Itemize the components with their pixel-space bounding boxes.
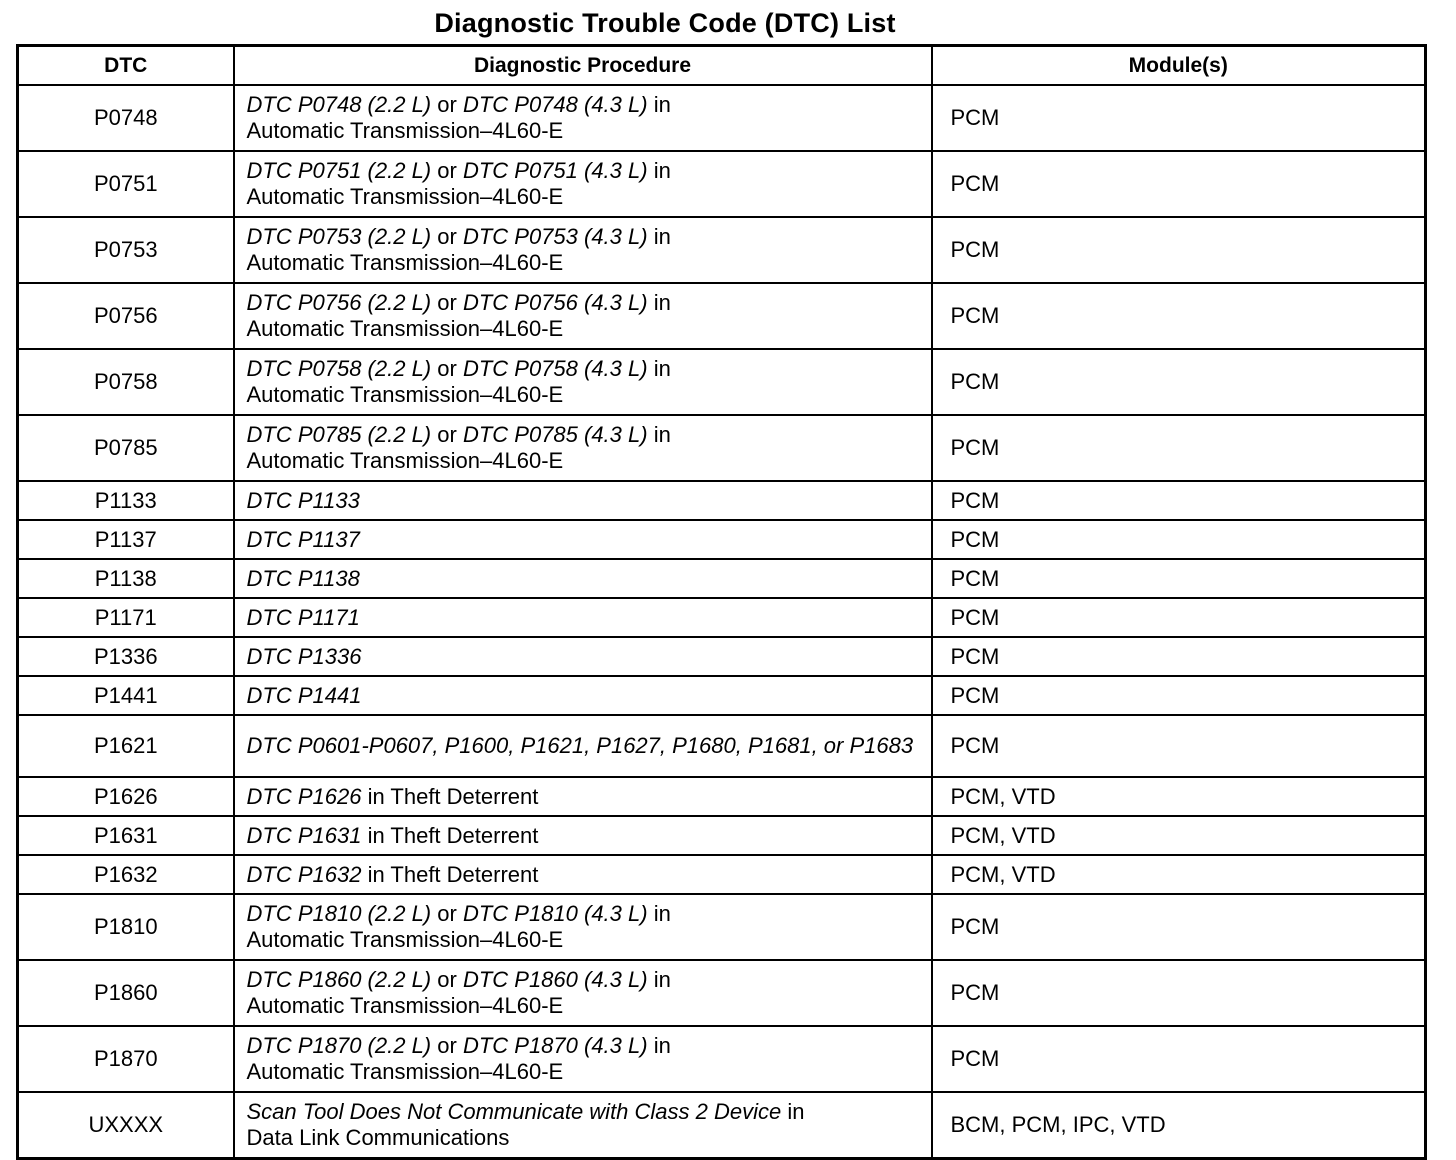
procedure-text: in Theft Deterrent xyxy=(361,861,539,887)
procedure-cell xyxy=(234,1092,932,1159)
procedure-text: in xyxy=(647,422,671,447)
procedure-text: or xyxy=(431,967,463,992)
procedure-text: in xyxy=(647,224,671,249)
procedure-cell xyxy=(234,415,932,481)
procedure-section: Automatic Transmission–4L60-E xyxy=(246,184,564,209)
procedure-text: in xyxy=(647,290,671,315)
modules-cell: PCM xyxy=(932,151,1426,217)
procedure-link[interactable]: DTC P1138 xyxy=(246,565,360,591)
procedure-text: or xyxy=(431,224,463,249)
procedure-text: or xyxy=(431,92,463,117)
table-row xyxy=(18,415,1426,481)
dtc-code: P1810 xyxy=(18,894,234,960)
modules-cell: PCM xyxy=(932,559,1426,598)
modules-cell: PCM xyxy=(932,520,1426,559)
procedure-text: in xyxy=(647,92,671,117)
table-row xyxy=(18,637,1426,676)
procedure-text: or xyxy=(431,1033,463,1058)
dtc-code: P1631 xyxy=(18,816,234,855)
procedure-text: in xyxy=(647,158,671,183)
modules-cell: PCM xyxy=(932,217,1426,283)
procedure-link[interactable]: DTC P1631 xyxy=(246,822,362,848)
table-row xyxy=(18,85,1426,151)
procedure-link[interactable]: DTC P0748 (4.3 L) xyxy=(462,92,648,117)
procedure-link[interactable]: DTC P0785 (2.2 L) xyxy=(246,422,432,447)
table-header-row xyxy=(18,46,1426,86)
procedure-section: Automatic Transmission–4L60-E xyxy=(246,382,564,407)
header-procedure: Diagnostic Procedure xyxy=(234,46,932,86)
procedure-link[interactable]: DTC P1626 xyxy=(246,783,362,809)
dtc-code: P1171 xyxy=(18,598,234,637)
procedure-cell xyxy=(234,855,932,894)
table-row xyxy=(18,598,1426,637)
modules-cell: PCM xyxy=(932,894,1426,960)
procedure-text: in xyxy=(647,901,671,926)
procedure-link[interactable]: DTC P0756 (4.3 L) xyxy=(462,290,648,315)
dtc-code: P0756 xyxy=(18,283,234,349)
modules-cell: PCM xyxy=(932,85,1426,151)
procedure-text: in xyxy=(647,967,671,992)
procedure-text: or xyxy=(431,158,463,183)
dtc-code: P1137 xyxy=(18,520,234,559)
procedure-cell xyxy=(234,676,932,715)
modules-cell: PCM xyxy=(932,1026,1426,1092)
dtc-code: P0785 xyxy=(18,415,234,481)
table-row xyxy=(18,715,1426,777)
procedure-link[interactable]: DTC P1810 (2.2 L) xyxy=(246,901,432,926)
table-row xyxy=(18,520,1426,559)
procedure-cell xyxy=(234,715,932,777)
procedure-link[interactable]: DTC P1870 (4.3 L) xyxy=(462,1033,648,1058)
table-row xyxy=(18,151,1426,217)
procedure-link[interactable]: DTC P1860 (4.3 L) xyxy=(462,967,648,992)
procedure-section: Automatic Transmission–4L60-E xyxy=(246,927,564,952)
procedure-cell xyxy=(234,349,932,415)
procedure-cell xyxy=(234,217,932,283)
dtc-code: UXXXX xyxy=(18,1092,234,1159)
procedure-link[interactable]: Scan Tool Does Not Communicate with Class 2 Device xyxy=(246,1099,782,1124)
procedure-text: in xyxy=(647,356,671,381)
procedure-link[interactable]: DTC P0601-P0607, P1600, P1621, P1627, P1680, P1681, or P1683 xyxy=(246,733,914,758)
modules-cell: PCM xyxy=(932,637,1426,676)
procedure-cell xyxy=(234,960,932,1026)
table-row xyxy=(18,816,1426,855)
procedure-section: Automatic Transmission–4L60-E xyxy=(246,448,564,473)
procedure-text: or xyxy=(431,290,463,315)
procedure-link[interactable]: DTC P1336 xyxy=(246,643,362,669)
procedure-cell xyxy=(234,816,932,855)
modules-cell: PCM xyxy=(932,283,1426,349)
procedure-link[interactable]: DTC P1810 (4.3 L) xyxy=(462,901,648,926)
table-row xyxy=(18,349,1426,415)
procedure-section: Automatic Transmission–4L60-E xyxy=(246,1059,564,1084)
header-dtc: DTC xyxy=(18,46,234,86)
procedure-text: or xyxy=(431,422,463,447)
dtc-code: P1860 xyxy=(18,960,234,1026)
procedure-cell xyxy=(234,598,932,637)
dtc-code: P0758 xyxy=(18,349,234,415)
table-row xyxy=(18,855,1426,894)
procedure-cell xyxy=(234,559,932,598)
procedure-link[interactable]: DTC P1632 xyxy=(246,861,362,887)
dtc-code: P1626 xyxy=(18,777,234,816)
modules-cell: PCM xyxy=(932,715,1426,777)
procedure-link[interactable]: DTC P0751 (2.2 L) xyxy=(246,158,432,183)
table-row xyxy=(18,283,1426,349)
procedure-text: in Theft Deterrent xyxy=(361,822,539,848)
procedure-link[interactable]: DTC P1133 xyxy=(246,487,360,513)
procedure-text: in Theft Deterrent xyxy=(361,783,539,809)
dtc-code: P0748 xyxy=(18,85,234,151)
table-row xyxy=(18,777,1426,816)
dtc-code: P1336 xyxy=(18,637,234,676)
procedure-link[interactable]: DTC P0758 (4.3 L) xyxy=(462,356,648,381)
header-modules: Module(s) xyxy=(932,46,1426,86)
procedure-cell xyxy=(234,637,932,676)
table-row xyxy=(18,676,1426,715)
modules-cell: PCM xyxy=(932,415,1426,481)
modules-cell: PCM xyxy=(932,349,1426,415)
procedure-link[interactable]: DTC P0756 (2.2 L) xyxy=(246,290,432,315)
procedure-cell xyxy=(234,481,932,520)
procedure-section: Automatic Transmission–4L60-E xyxy=(246,993,564,1018)
dtc-code: P0753 xyxy=(18,217,234,283)
dtc-code: P1133 xyxy=(18,481,234,520)
page-title: Diagnostic Trouble Code (DTC) List xyxy=(434,8,896,38)
modules-cell: PCM, VTD xyxy=(932,855,1426,894)
procedure-text: or xyxy=(431,356,463,381)
modules-cell: PCM xyxy=(932,676,1426,715)
procedure-link[interactable]: DTC P1870 (2.2 L) xyxy=(246,1033,432,1058)
modules-cell: PCM, VTD xyxy=(932,816,1426,855)
procedure-link[interactable]: DTC P1441 xyxy=(246,682,362,708)
table-row xyxy=(18,894,1426,960)
procedure-link[interactable]: DTC P0748 (2.2 L) xyxy=(246,92,432,117)
table-row xyxy=(18,481,1426,520)
procedure-cell xyxy=(234,894,932,960)
table-row xyxy=(18,960,1426,1026)
modules-cell: BCM, PCM, IPC, VTD xyxy=(932,1092,1426,1159)
procedure-link[interactable]: DTC P1860 (2.2 L) xyxy=(246,967,432,992)
procedure-section: Automatic Transmission–4L60-E xyxy=(246,118,564,143)
procedure-cell xyxy=(234,777,932,816)
procedure-section: Automatic Transmission–4L60-E xyxy=(246,250,564,275)
procedure-link[interactable]: DTC P0758 (2.2 L) xyxy=(246,356,432,381)
procedure-link[interactable]: DTC P1171 xyxy=(246,604,360,630)
procedure-text: or xyxy=(431,901,463,926)
dtc-code: P0751 xyxy=(18,151,234,217)
procedure-section: Automatic Transmission–4L60-E xyxy=(246,316,564,341)
table-row xyxy=(18,559,1426,598)
procedure-link[interactable]: DTC P0753 (2.2 L) xyxy=(246,224,432,249)
dtc-code: P1138 xyxy=(18,559,234,598)
procedure-link[interactable]: DTC P1137 xyxy=(246,526,360,552)
procedure-section: Data Link Communications xyxy=(246,1125,510,1150)
dtc-table xyxy=(16,44,1427,1160)
table-row xyxy=(18,1026,1426,1092)
procedure-text: in xyxy=(647,1033,671,1058)
modules-cell: PCM xyxy=(932,598,1426,637)
procedure-link[interactable]: DTC P0751 (4.3 L) xyxy=(462,158,648,183)
procedure-cell xyxy=(234,1026,932,1092)
modules-cell: PCM, VTD xyxy=(932,777,1426,816)
procedure-cell xyxy=(234,283,932,349)
modules-cell: PCM xyxy=(932,960,1426,1026)
procedure-text: in xyxy=(781,1099,805,1124)
modules-cell: PCM xyxy=(932,481,1426,520)
procedure-cell xyxy=(234,85,932,151)
dtc-code: P1632 xyxy=(18,855,234,894)
procedure-cell xyxy=(234,520,932,559)
table-row xyxy=(18,217,1426,283)
dtc-code: P1621 xyxy=(18,715,234,777)
procedure-link[interactable]: DTC P0785 (4.3 L) xyxy=(462,422,648,447)
dtc-code: P1870 xyxy=(18,1026,234,1092)
procedure-link[interactable]: DTC P0753 (4.3 L) xyxy=(462,224,648,249)
procedure-cell xyxy=(234,151,932,217)
table-row xyxy=(18,1092,1426,1159)
dtc-code: P1441 xyxy=(18,676,234,715)
